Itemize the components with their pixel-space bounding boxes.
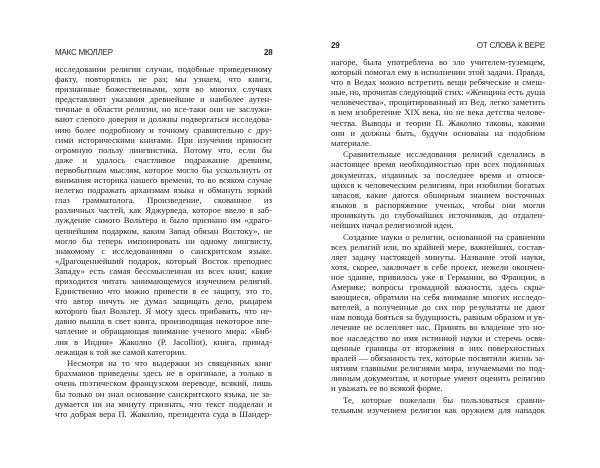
text-line: брахманов приведены здесь не в оригинале, а только в: [55, 368, 272, 379]
text-line: бы только он знал основание санскритского языка, не за-: [55, 388, 272, 399]
text-line: ценнейшим подарком, каким Запад обязан Востоку», не: [55, 225, 272, 236]
text-line: вралей — обязанность тех, которые посвятили жизнь за-: [331, 352, 545, 363]
text-line: приходится читать занимающемуся изучением религий.: [55, 275, 272, 286]
text-line: лия в Индии» Жаколио (P. Jacolliot), книга, принад-: [55, 336, 272, 347]
text-line: давно вышла в свет книга, производящая некоторое впе-: [55, 316, 272, 327]
text-line: запасов, какие даются обширным знанием восточных: [331, 189, 545, 200]
text-line: факту, повторялись не раз; мы узнаем, что книги,: [55, 74, 272, 85]
text-line: человечества», процитированный из Вед, легко заметить: [331, 97, 545, 108]
text-line: и уважать ее во всякой форме.: [331, 383, 443, 393]
text-line: внимания историка нашего времени, то во всяком случае: [55, 175, 272, 186]
text-line: что в Ведах можно встретить вещи ребяческие и смеш-: [331, 77, 545, 88]
text-line: всех религий или, по крайней мере, важнейших, состав-: [331, 241, 545, 252]
text-line: лечение не ослепляет нас. Принять во владение это но-: [331, 322, 545, 333]
page-body-text: [55, 64, 272, 419]
text-line: нелегко подражать архаизмам языка и обмануть зоркий: [55, 185, 272, 196]
text-line: гими историческими книгами. При изучении приносит: [55, 134, 272, 145]
running-header-title: ОТ СЛОВА К ВЕРЕ: [476, 41, 545, 50]
paragraph-first-line: Создание науки о религии, основанной на сравнении: [343, 231, 545, 242]
text-line: ное здание, привилось уже в Германии, во Франции, в: [331, 271, 545, 282]
text-line: которого был Вольтер. Я могу здесь прибавить, что не-: [55, 306, 272, 317]
text-line: лежащая к той же самой категории.: [55, 346, 187, 357]
text-line: нам повода бояться за будущность, равным образом и ув-: [331, 312, 545, 323]
page-body-text: [331, 57, 545, 415]
page-number: 29: [331, 41, 340, 50]
text-line: проникнуть до глубочайших источников, до отдален-: [331, 209, 545, 220]
text-line: нейших начал религиозной идеи.: [331, 220, 454, 230]
text-line: Америке; вопросы громадной важности, здесь скры-: [331, 282, 545, 293]
page-number: 28: [264, 48, 273, 57]
text-line: чества. Выводы и теории П. Жаколио таковы, какими: [331, 117, 545, 128]
paragraph-first-line: Несмотря на то что выдержки из священных книг: [67, 358, 272, 369]
text-line: они и должны быть, будучи основаны на подобном: [331, 127, 545, 138]
text-line: вающиеся, обратили на себя внимание многих исследо-: [331, 292, 545, 303]
text-line: щихся к человеческим религиям, при изобилии богатых: [331, 179, 545, 190]
text-line: языков в распоряжение ученых, чтобы они могли: [331, 199, 545, 210]
text-line: тичные в области религии, но все-таки они не заслужи-: [55, 104, 272, 115]
text-line: глаз грамматолога. Произведение, скованное из: [55, 195, 272, 206]
text-line: знакомому с исследованиями о санскритском языке.: [55, 245, 272, 256]
text-line: ные, но, прочитав следующий стих: «Женщина есть душа: [331, 87, 546, 98]
text-line: настоящее время необходимостью при всех подлинных: [331, 159, 545, 170]
text-line: нагоре, была употреблена во зло учителем-туземцем,: [331, 57, 545, 67]
text-line: щенные границы от вторжения в них поверхностных: [331, 342, 545, 353]
text-line: нятиям главными религиями мира, изучаемыми по под-: [331, 362, 545, 373]
text-line: вое наследство во имя истинной науки и стеречь освя-: [331, 332, 545, 343]
text-line: что добрая вера П. Жаколио, президента суда в Шандер-: [55, 408, 272, 419]
text-line: хотя, скорее, заключает в себе проект, нежели окончен-: [331, 261, 545, 272]
text-line: думается ни на минуту признать, что текст подделан и: [55, 398, 272, 409]
text-line: даже и удалось счастливое подражание древним,: [55, 154, 272, 165]
text-line: луждение самого Вольтера и было признано им «драго-: [55, 215, 272, 226]
text-line: различных частей, как Яджурведа, которое ввело в заб-: [55, 205, 272, 216]
text-line: в нем изобретение XIX века, но не века детства челове-: [331, 107, 545, 118]
text-line: чатление и обращающая внимание ученого мира: «Биб-: [55, 326, 272, 337]
paragraph-first-line: Те, которые пожелали бы пользоваться сравни-: [343, 394, 545, 405]
right-page: [300, 0, 600, 468]
text-line: огромную пользу лингвистика. Потому что, если бы: [55, 144, 272, 155]
paragraph-first-line: Сравнительные исследования религий сделались в: [343, 149, 545, 160]
text-line: вают слепого доверия и должны подвергаться исследова-: [55, 114, 272, 125]
text-line: очень поэтическом французском переводе, всякий, лишь: [55, 378, 272, 389]
text-line: Единственно что можно привести в ее защиту, это то,: [55, 286, 272, 297]
text-line: который помогал ему в исполнении этой задачи. Правда,: [331, 67, 545, 78]
text-line: могло бы теперь импонировать ни одному лингвисту,: [55, 235, 272, 246]
text-line: представляют указания древнейшие и наиболее аутен-: [55, 94, 272, 105]
text-line: первобытным мыслям, которое могло бы ускользнуть от: [55, 164, 272, 175]
text-line: нию более подробному и точному сравнительно с дру-: [55, 124, 272, 135]
text-line: «Драгоценнейший подарок, который Восток преподнес: [55, 255, 272, 266]
text-line: Западу» есть самая бессмысленная из всех книг, какие: [55, 265, 272, 276]
text-line: тельным изучением религии как оружием для нападок: [331, 404, 545, 415]
text-line: материале.: [331, 137, 372, 148]
text-line: линным документам, и которые умеют оценить религию: [331, 372, 545, 383]
text-line: признанные божественными, хотя во многих случаях: [55, 84, 272, 95]
text-line: что автор ничуть не думал защищать дело, рыцарем: [55, 296, 272, 307]
running-header-author: МАКС МЮЛЛЕР: [55, 48, 113, 57]
text-line: исследовании религии случаи, подобные приведенному: [55, 64, 272, 74]
text-line: вателей, а полученные до сих пор результаты не дают: [331, 302, 545, 313]
text-line: документах, изданных за последнее время и относя-: [331, 169, 545, 180]
text-line: ляет задачу настоящей минуты. Название этой науки,: [331, 251, 545, 262]
